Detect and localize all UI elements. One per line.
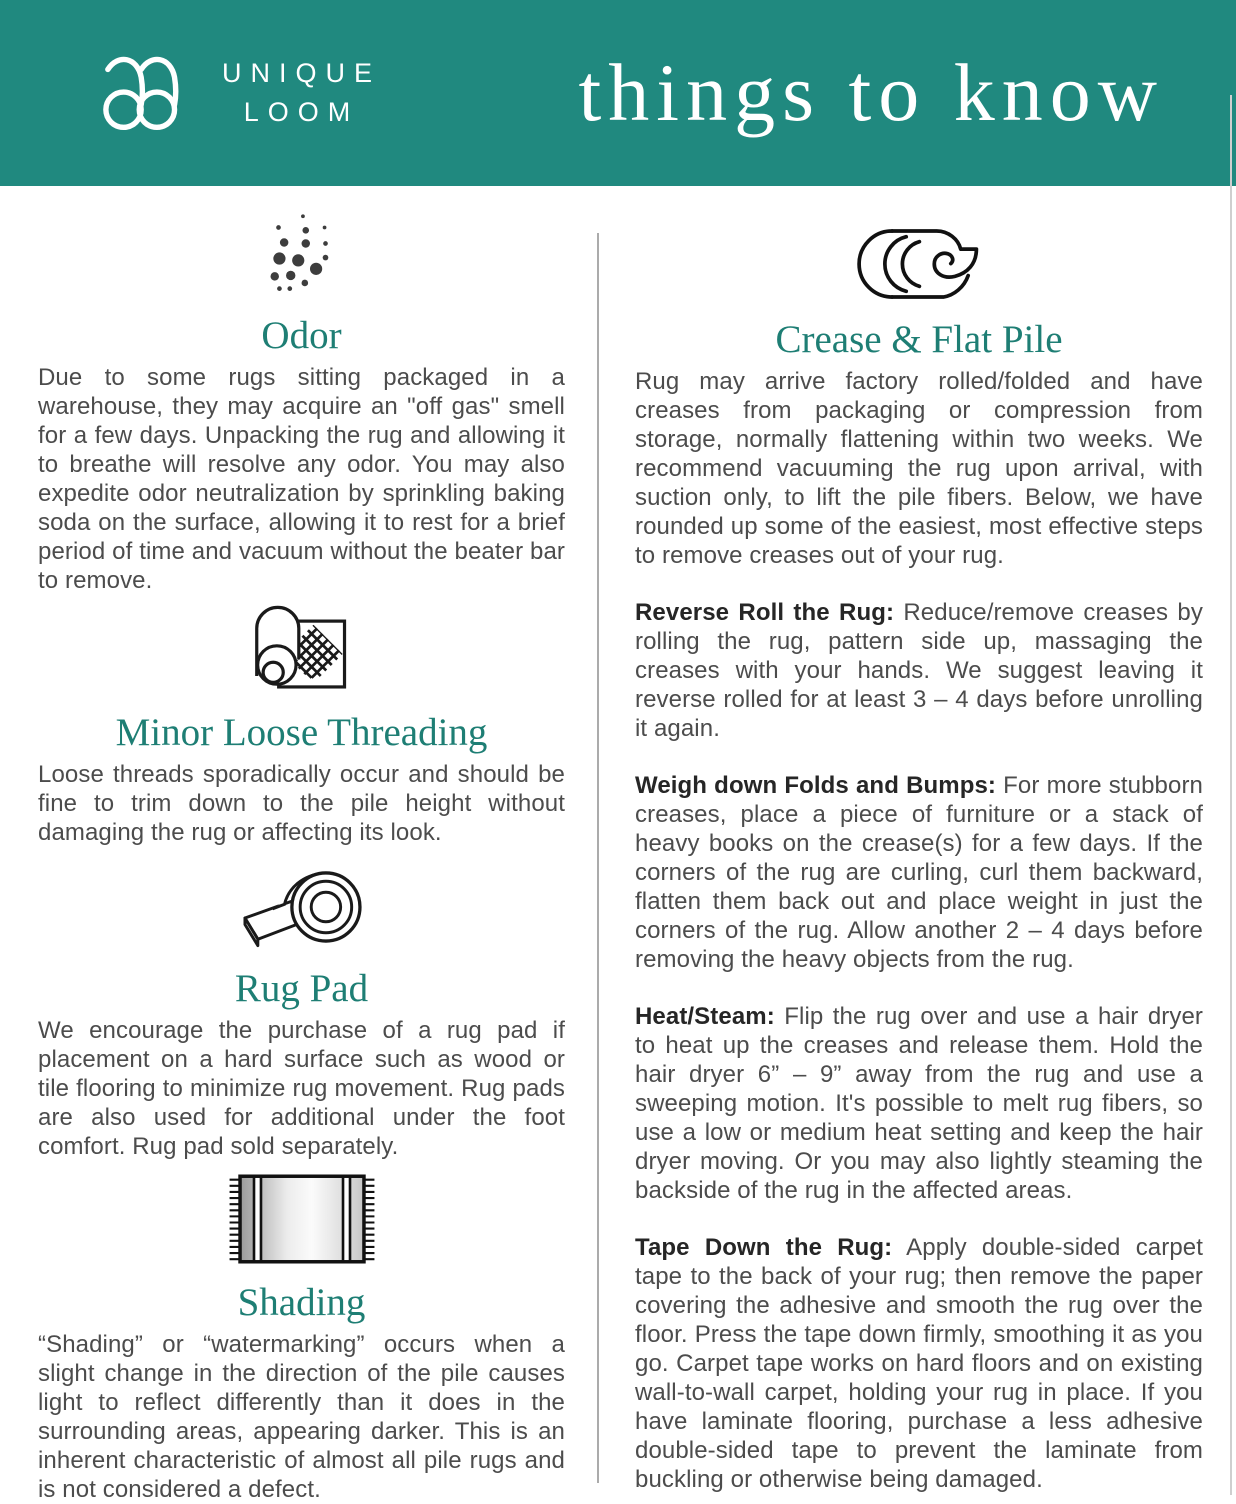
section-body-shading: “Shading” or “watermarking” occurs when a slight change in the direction of the pile causes light to reflect differently than it does in the surrounding areas, appearing darker. This is an inherent characteristic of almost all pile rugs and is not considered a defect. — [38, 1331, 565, 1503]
right-column — [635, 186, 1203, 1494]
section-heading-odor: Odor — [261, 314, 342, 357]
tip-text: Reduce/remove creases by rolling the rug, pattern side up, massaging the creases with your hands. We suggest leaving it reverse rolled for at least 3 – 4 days before unrolling it again. — [635, 599, 1203, 742]
section-body-threading: Loose threads sporadically occur and should be fine to trim down to the pile height without damaging the rug or affecting its look. — [38, 761, 565, 846]
tip-label: Weigh down Folds and Bumps: — [635, 772, 997, 799]
section-heading-rug-pad: Rug Pad — [234, 967, 369, 1010]
crease-intro: Rug may arrive factory rolled/folded and have creases from packaging or compression from storage, normally flattening within two weeks. We recommend vacuuming the rug upon arrival, with suction only, to lift the pile fibers. Below, we have rounded up some of the easiest, most effective steps to remove creases out of your rug. — [635, 368, 1203, 569]
odor-dots-icon — [268, 204, 336, 298]
right-edge-line — [1230, 95, 1232, 1495]
shading-section-icon-row — [38, 1171, 565, 1272]
tip-text: For more stubborn creases, place a piece of furniture or a stack of heavy books on the crease(s) for a few days. If the corners of the rug are curling, curl them backward, flatten them back out and place weight in just the corners of the rug. Allow another 2 – 4 days before removing the heavy objects from the rug. — [635, 772, 1203, 973]
section-heading-shading: Shading — [237, 1281, 366, 1324]
rolled-rug-icon — [246, 601, 358, 697]
tip-label: Reverse Roll the Rug: — [635, 599, 895, 626]
threading-section-icon-row — [38, 601, 565, 702]
shaded-rug-icon — [218, 1171, 386, 1267]
creased-roll-icon — [839, 226, 999, 302]
section-heading-threading: Minor Loose Threading — [115, 711, 488, 754]
tip-text: Flip the rug over and use a hair dryer to heat up the creases and release them. Hold the hair dryer 6” – 9” away from the rug and use a sweeping motion. It's possible to melt rug fibers, so use a low or medium heat setting and keep the hair dryer moving. Or you may also lightly steaming the backside of the rug in the affected areas. — [635, 1003, 1203, 1204]
section-body-rug-pad: We encourage the purchase of a rug pad if placement on a hard surface such as wood or tile flooring to minimize rug movement. Rug pads are also used for additional under the foot comfort. Rug pad sold separately. — [38, 1017, 565, 1160]
brand-block — [100, 52, 381, 134]
crease-section-icon-row — [635, 226, 1203, 307]
section-heading-crease: Crease & Flat Pile — [775, 318, 1063, 361]
column-divider — [597, 233, 599, 1483]
brand-line-2: LOOM — [243, 97, 360, 127]
tip-label: Heat/Steam: — [635, 1003, 775, 1030]
rug-pad-section-icon-row — [38, 861, 565, 958]
tip-tape-down — [635, 1233, 1203, 1494]
rug-pad-roll-icon — [234, 861, 370, 953]
content-area — [0, 186, 1236, 1503]
left-column — [38, 186, 565, 1504]
section-body-odor: Due to some rugs sitting packaged in a warehouse, they may acquire an "off gas" smell for a few days. Unpacking the rug and allowing it to breathe will resolve any odor. You may also expedite odor neutralization by sprinkling baking soda on the surface, allowing it to rest for a brief period of time and vacuum without the beater bar to remove. — [38, 364, 565, 594]
page-title: things to know — [578, 47, 1164, 138]
tip-label: Tape Down the Rug: — [635, 1234, 893, 1261]
header-banner — [0, 0, 1236, 186]
tip-reverse-roll — [635, 598, 1203, 743]
unique-loom-logo-icon — [100, 52, 202, 134]
tip-weigh-down — [635, 771, 1203, 974]
brand-text — [222, 54, 381, 132]
odor-section-icon-row — [38, 204, 565, 303]
tip-heat-steam — [635, 1002, 1203, 1205]
brand-line-1: UNIQUE — [222, 57, 382, 88]
tip-text: Apply double-sided carpet tape to the back of your rug; then remove the paper covering the adhesive and smooth the rug over the floor. Press the tape down firmly, smoothing it as you go. Carpet tape works on hard floors and on existing wall-to-wall carpet, holding your rug in place. If you have laminate flooring, purchase a less adhesive double-sided tape to prevent the laminate from buckling or otherwise being damaged. — [635, 1234, 1203, 1493]
